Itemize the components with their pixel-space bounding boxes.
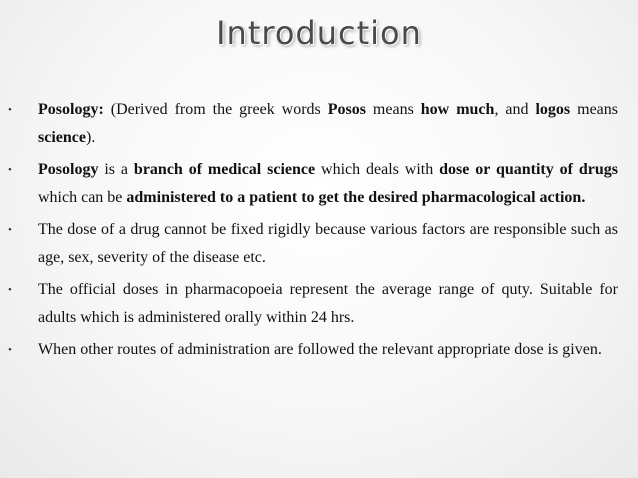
bold-text: dose or quantity of drugs — [439, 161, 619, 178]
text-segment: means — [365, 101, 421, 118]
bold-text: logos — [535, 101, 571, 118]
bold-text: Posos — [327, 101, 366, 118]
text-segment: When other routes of administration are followed the relevant appropriate dose is given. — [38, 341, 602, 358]
text-segment: ). — [85, 129, 96, 146]
text-segment: which deals with — [315, 161, 440, 178]
bold-text: branch of medical science — [133, 161, 316, 178]
text-segment: means — [570, 101, 618, 118]
bullet-item — [8, 156, 619, 212]
bullet-icon: • — [8, 344, 12, 356]
bullet-icon: • — [8, 104, 12, 116]
bold-text: Posology — [38, 161, 99, 178]
bullet-item — [8, 276, 618, 332]
text-segment: is a — [98, 161, 134, 178]
bold-text: how much — [420, 101, 495, 118]
bullet-icon: • — [8, 224, 12, 236]
bullet-item — [8, 336, 618, 364]
bullet-icon: • — [8, 164, 12, 176]
bullet-icon: • — [8, 284, 12, 296]
bold-text: administered to a patient to get the desired pharmacological action. — [126, 189, 586, 206]
bullet-item — [8, 96, 618, 152]
text-segment: which can be — [38, 189, 127, 206]
bullet-item — [8, 216, 618, 272]
bullet-list — [8, 96, 619, 368]
bold-text: science — [38, 129, 86, 146]
text-segment: (Derived from the greek words — [103, 101, 328, 118]
text-segment: The official doses in pharmacopoeia represent the average range of quty. Suitable for adults which is administered orally within 24 hrs. — [38, 281, 618, 326]
slide-title: Introduction — [216, 14, 422, 52]
bold-text: Posology: — [38, 101, 104, 118]
text-segment: The dose of a drug cannot be fixed rigidly because various factors are responsible such as age, sex, severity of the disease etc. — [38, 221, 618, 266]
text-segment: , and — [494, 101, 536, 118]
